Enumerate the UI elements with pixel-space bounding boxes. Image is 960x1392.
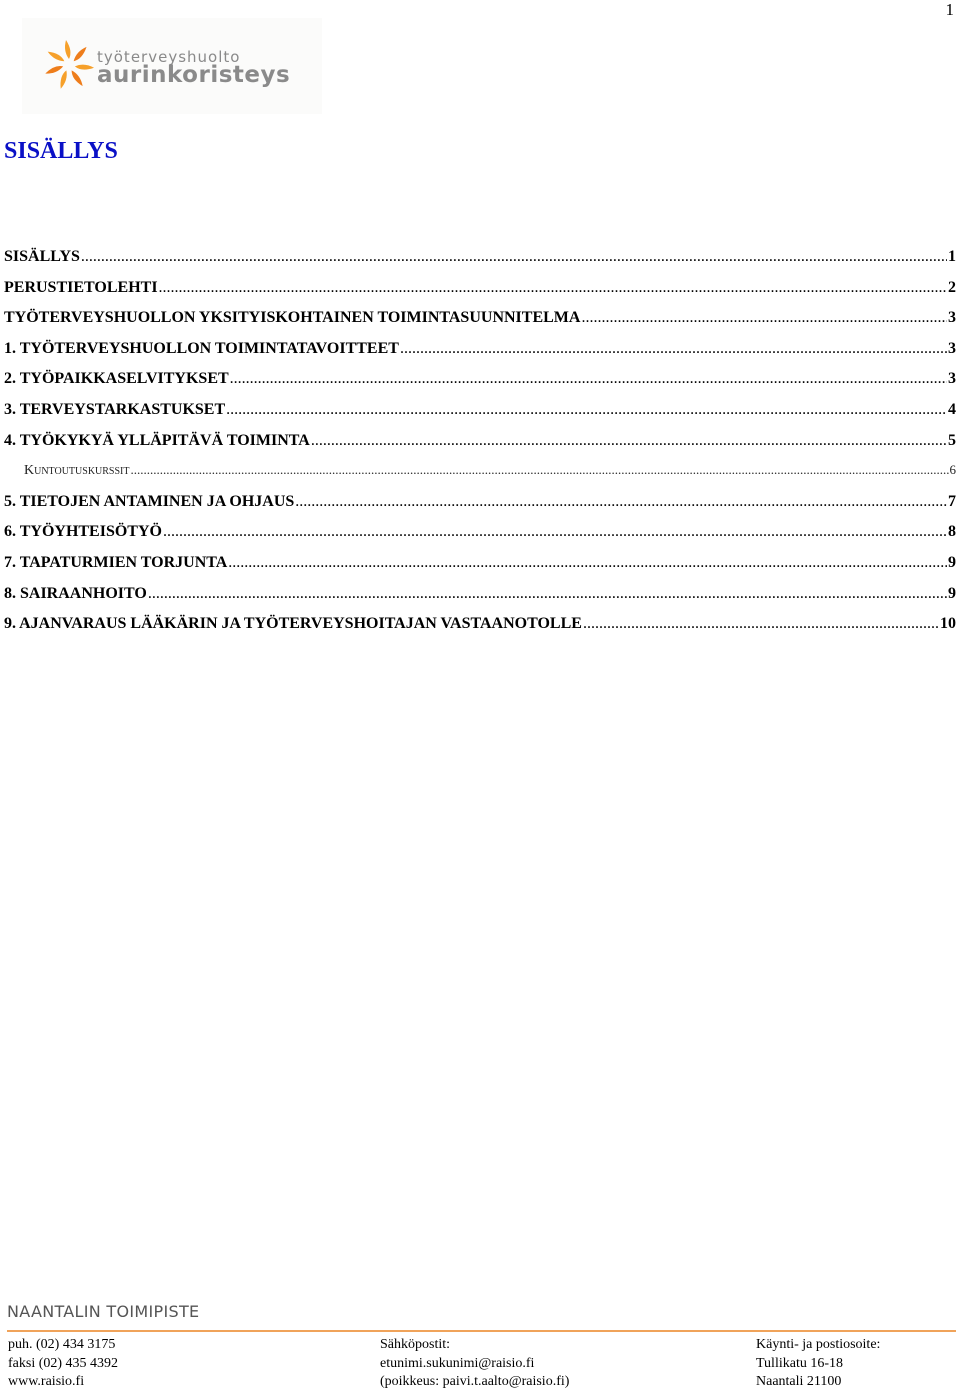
toc-entry-label: Kuntoutuskurssit — [24, 463, 130, 479]
toc-dot-leader — [148, 585, 947, 603]
toc-dot-leader — [226, 401, 947, 419]
toc-entry-page: 1 — [948, 248, 956, 265]
toc-dot-leader — [159, 279, 947, 297]
toc-entry[interactable] — [4, 585, 956, 616]
toc-entry-page: 3 — [948, 339, 956, 357]
toc-entry[interactable] — [4, 493, 956, 524]
toc-dot-leader — [131, 462, 949, 478]
company-logo — [22, 18, 322, 114]
toc-dot-leader — [311, 432, 947, 450]
toc-dot-leader — [295, 493, 947, 511]
toc-dot-leader — [163, 523, 947, 541]
toc-entry-page: 2 — [948, 278, 956, 296]
footer-email-label: Sähköpostit: — [380, 1337, 451, 1352]
toc-entry-page: 8 — [948, 523, 956, 541]
footer-divider — [7, 1330, 956, 1332]
logo-line1: työterveyshuolto — [97, 48, 241, 66]
toc-entry-page: 6 — [949, 462, 956, 478]
footer-email-column — [380, 1336, 569, 1392]
toc-entry[interactable] — [4, 462, 956, 493]
toc-entry-page: 10 — [940, 615, 956, 633]
toc-entry-page: 7 — [948, 492, 956, 510]
toc-entry[interactable] — [4, 615, 956, 646]
toc-entry-page: 4 — [948, 400, 956, 418]
toc-entry-label: 4. TYÖKYKYÄ YLLÄPITÄVÄ TOIMINTA — [4, 431, 310, 449]
toc-dot-leader — [583, 615, 939, 633]
toc-entry[interactable] — [4, 248, 956, 279]
toc-entry-label: 8. SAIRAANHOITO — [4, 584, 147, 602]
toc-entry-label: 9. AJANVARAUS LÄÄKÄRIN JA TYÖTERVEYSHOITAJAN VASTAANOTOLLE — [4, 615, 582, 633]
footer-contact-column — [8, 1336, 118, 1392]
footer-fax: faksi (02) 435 4392 — [8, 1355, 119, 1371]
toc-dot-leader — [228, 554, 947, 572]
footer-phone: puh. (02) 434 3175 — [8, 1337, 116, 1352]
logo-line2: aurinkoristeys — [97, 62, 291, 88]
footer-address-label: Käynti- ja postiosoite: — [756, 1337, 881, 1352]
toc-entry[interactable] — [4, 279, 956, 310]
footer-street: Tullikatu 16-18 — [756, 1355, 843, 1371]
toc-entry[interactable] — [4, 523, 956, 554]
toc-dot-leader — [230, 370, 947, 388]
toc-entry-page: 3 — [948, 370, 956, 388]
toc-entry-label: 5. TIETOJEN ANTAMINEN JA OHJAUS — [4, 492, 295, 510]
toc-entry-label: 7. TAPATURMIEN TORJUNTA — [4, 553, 228, 571]
toc-entry-label: TYÖTERVEYSHUOLLON YKSITYISKOHTAINEN TOIMINTASUUNNITELMA — [4, 309, 581, 327]
document-title: SISÄLLYS — [4, 138, 118, 164]
toc-entry-label: 1. TYÖTERVEYSHUOLLON TOIMINTATAVOITTEET — [4, 339, 399, 357]
footer-website[interactable]: www.raisio.fi — [8, 1374, 85, 1389]
toc-entry-page: 9 — [948, 584, 956, 602]
toc-dot-leader — [400, 340, 947, 358]
toc-entry-label: 6. TYÖYHTEISÖTYÖ — [4, 523, 162, 541]
toc-entry-label: SISÄLLYS — [4, 248, 80, 265]
toc-entry-page: 5 — [948, 431, 956, 449]
toc-entry[interactable] — [4, 554, 956, 585]
footer-email-exception[interactable]: (poikkeus: paivi.t.aalto@raisio.fi) — [380, 1374, 570, 1389]
toc-entry[interactable] — [4, 401, 956, 432]
toc-entry-label: 3. TERVEYSTARKASTUKSET — [4, 400, 226, 418]
page-number: 1 — [945, 0, 954, 19]
toc-entry-page: 3 — [948, 309, 956, 327]
footer-email[interactable]: etunimi.sukunimi@raisio.fi — [380, 1355, 535, 1371]
footer-office-name: NAANTALIN TOIMIPISTE — [7, 1302, 200, 1321]
toc-dot-leader — [81, 248, 947, 266]
toc-entry-page: 9 — [948, 553, 956, 571]
toc-dot-leader — [581, 309, 947, 327]
toc-entry[interactable] — [4, 309, 956, 340]
toc-entry[interactable] — [4, 340, 956, 371]
toc-entry[interactable] — [4, 370, 956, 401]
footer-address-column — [756, 1336, 880, 1392]
footer-city: Naantali 21100 — [756, 1374, 842, 1389]
toc-entry[interactable] — [4, 432, 956, 463]
toc-entry-label: 2. TYÖPAIKKASELVITYKSET — [4, 370, 229, 388]
sun-icon — [42, 38, 96, 92]
table-of-contents — [4, 248, 956, 646]
toc-entry-label: PERUSTIETOLEHTI — [4, 278, 158, 296]
